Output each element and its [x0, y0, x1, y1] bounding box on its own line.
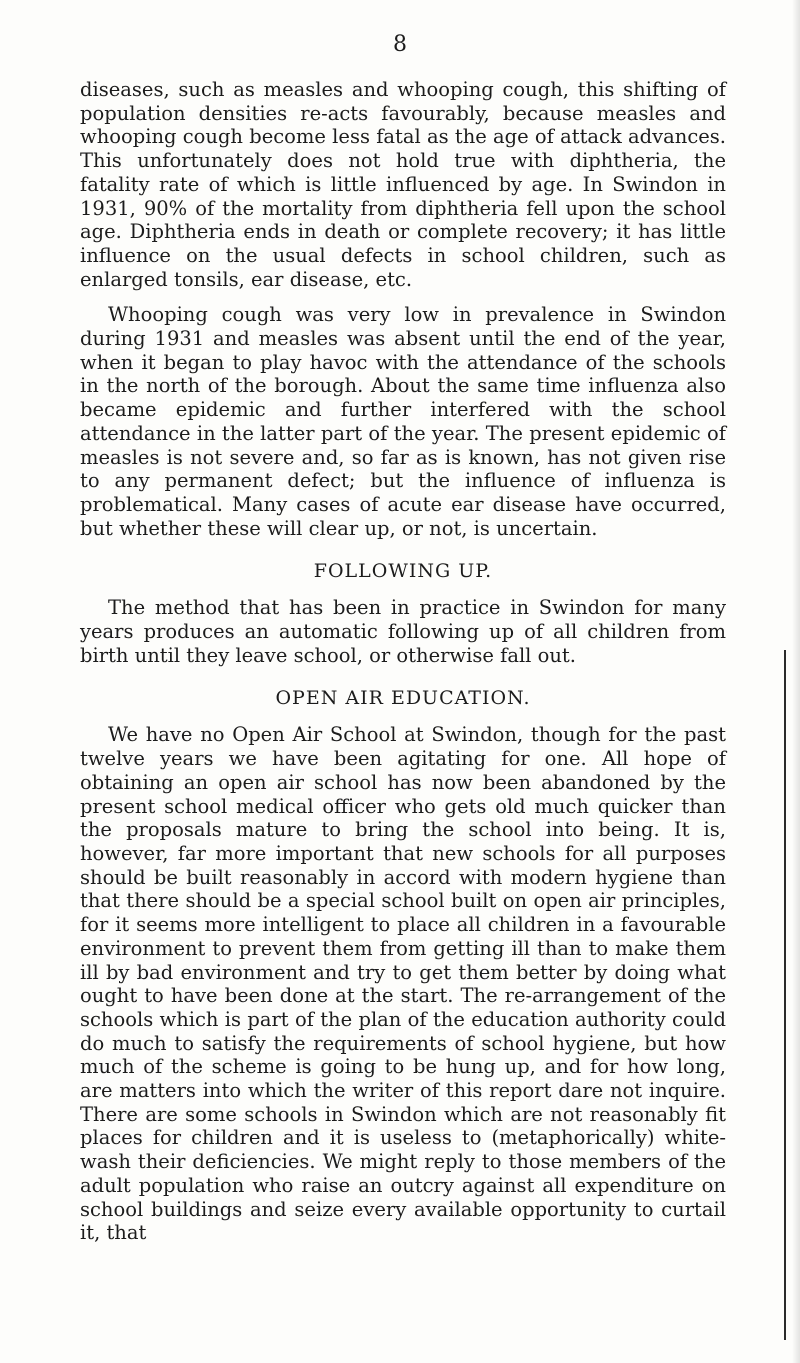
paragraph-diseases: diseases, such as measles and whooping cough, this shifting of population densities re-acts favourably, because measles and whooping cough become less fatal as the age of attack advances. This unfortunately does not hold true with diphtheria, the fatality rate of which is little influenced by age. In Swindon in 1931, 90% of the mortality from diphtheria fell upon the school age. Diphtheria ends in death or complete recovery; it has little influence on the usual defects in school children, such as enlarged tonsils, ear disease, etc.: [80, 78, 726, 291]
paragraph-whooping-cough: Whooping cough was very low in prevalence in Swindon during 1931 and measles was absent until the end of the year, when it began to play havoc with the attendance of the schools in the north of the borough. About the same time influenza also became epidemic and further interfered with the school attendance in the latter part of the year. The present epidemic of measles is not severe and, so far as is known, has not given rise to any permanent defect; but the influence of influenza is problematical. Many cases of acute ear disease have occurred, but whether these will clear up, or not, is uncertain.: [80, 303, 726, 540]
heading-open-air-education: OPEN AIR EDUCATION.: [275, 687, 531, 710]
page-edge-line: [784, 650, 786, 1340]
paragraph-open-air-education: We have no Open Air School at Swindon, though for the past twelve years we have been agitating for one. All hope of obtaining an open air school has now been abandoned by the present school medical officer who gets old much quicker than the proposals mature to bring the school into being. It is, however, far more important that new schools for all purposes should be built reasonably in accord with modern hygiene than that there should be a special school built on open air principles, for it seems more intelligent to place all children in a favourable environment to prevent them from getting ill than to make them ill by bad environment and try to get them better by doing what ought to have been done at the start. The re-arrangement of the schools which is part of the plan of the education authority could do much to satisfy the requirements of school hygiene, but how much of the scheme is going to be hung up, and for how long, are matters into which the writer of this report dare not inquire. There are some schools in Swindon which are not reasonably fit places for children and it is useless to (metaphorically) white-wash their deficiencies. We might reply to those members of the adult population who raise an outcry against all expenditure on school buildings and seize every available opportunity to curtail it, that: [80, 723, 726, 1245]
page-edge-shadow: [792, 0, 800, 1363]
page-number: 8: [393, 32, 407, 57]
body-text: [80, 78, 726, 1245]
paragraph-following-up: The method that has been in practice in Swindon for many years produces an automatic following up of all children from birth until they leave school, or otherwise fall out.: [80, 596, 726, 667]
heading-following-up: FOLLOWING UP.: [313, 560, 493, 583]
